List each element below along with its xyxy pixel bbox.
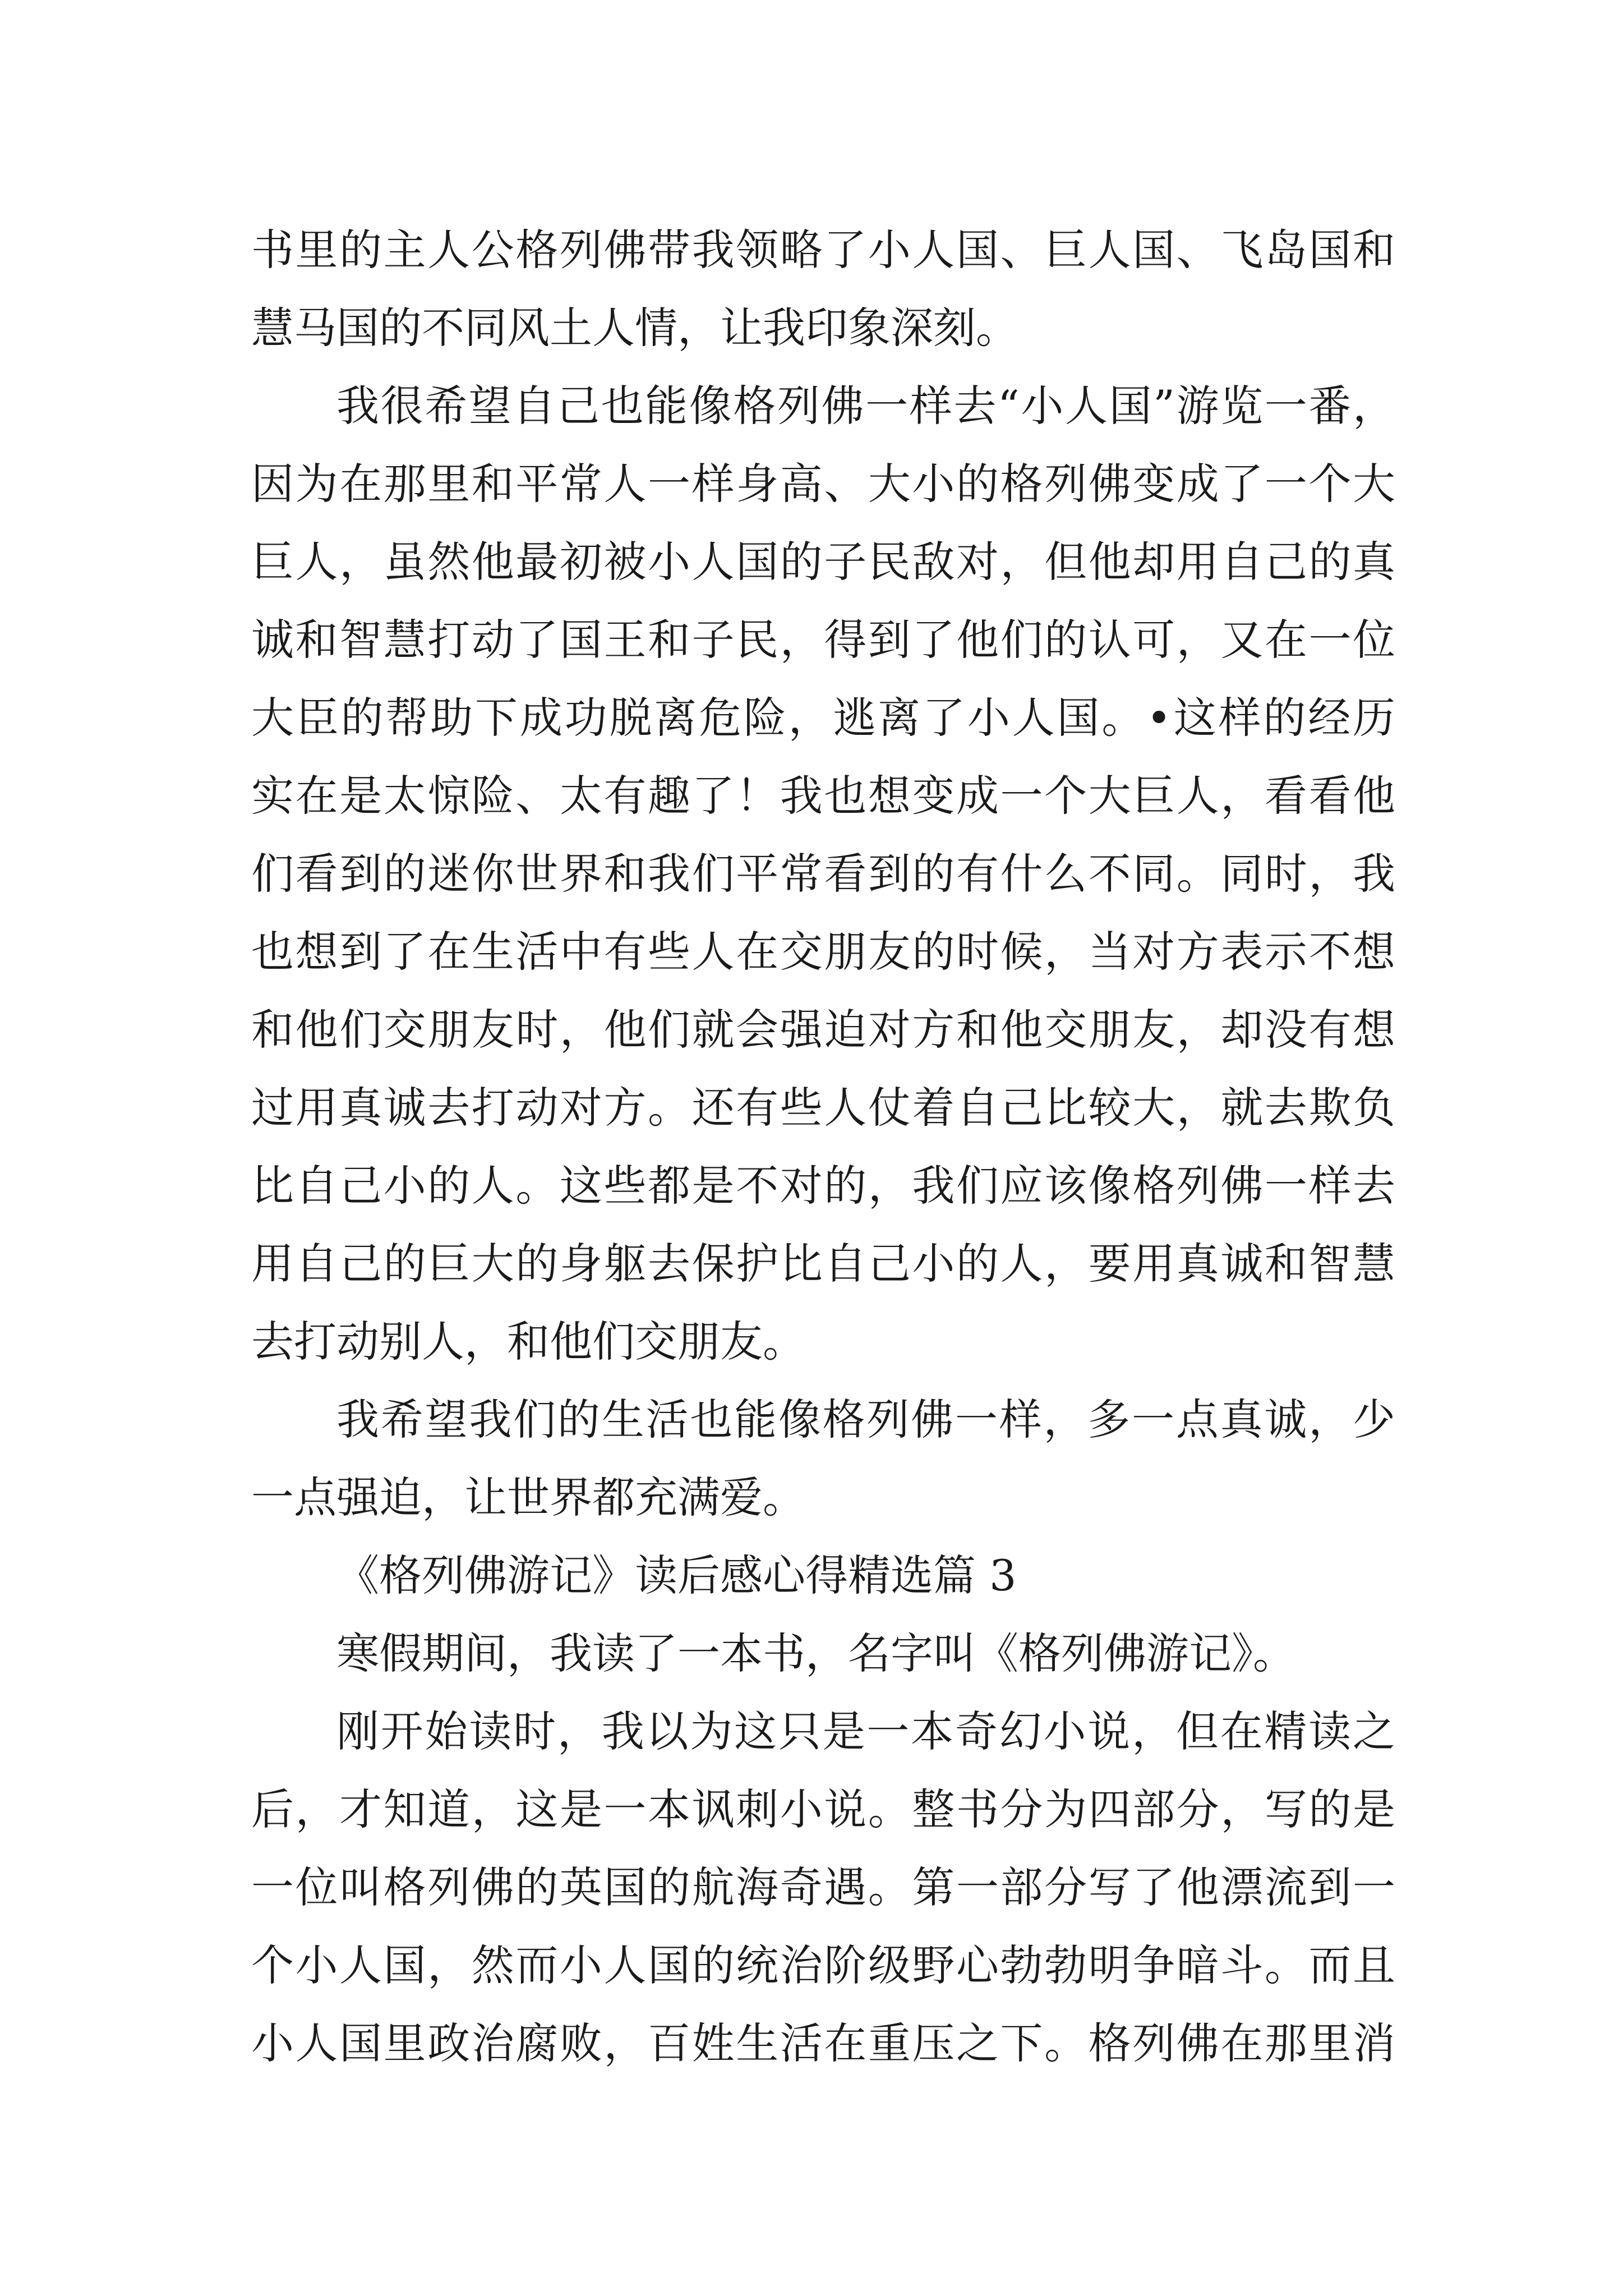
text-line: 实在是太惊险、太有趣了！我也想变成一个大巨人，看看他 [251, 771, 1395, 821]
text-line: 因为在那里和平常人一样身高、大小的格列佛变成了一个大 [251, 459, 1395, 509]
text-line: 也想到了在生活中有些人在交朋友的时候，当对方表示不想 [251, 927, 1395, 977]
text-line: 后，才知道，这是一本讽刺小说。整书分为四部分，写的是 [251, 1784, 1395, 1834]
text-line: 书里的主人公格列佛带我领略了小人国、巨人国、飞岛国和 [251, 225, 1395, 275]
paragraph-first-line: 我希望我们的生活也能像格列佛一样，多一点真诚，少 [336, 1395, 1395, 1444]
text-line: 用自己的巨大的身躯去保护比自己小的人，要用真诚和智慧 [251, 1239, 1395, 1289]
text-line: 去打动别人，和他们交朋友。 [251, 1317, 805, 1366]
paragraph-first-line: 寒假期间，我读了一本书，名字叫《格列佛游记》。 [336, 1628, 1295, 1678]
paragraph-first-line: 刚开始读时，我以为这只是一本奇幻小说，但在精读之 [336, 1706, 1395, 1756]
text-line: 和他们交朋友时，他们就会强迫对方和他交朋友，却没有想 [251, 1005, 1395, 1055]
text-line: 比自己小的人。这些都是不对的，我们应该像格列佛一样去 [251, 1161, 1395, 1211]
text-line: 们看到的迷你世界和我们平常看到的有什么不同。同时，我 [251, 849, 1395, 899]
section-heading: 《格列佛游记》读后感心得精选篇 3 [336, 1550, 1017, 1600]
text-line: 巨人，虽然他最初被小人国的子民敌对，但他却用自己的真 [251, 537, 1395, 587]
text-line: 个小人国，然而小人国的统治阶级野心勃勃明争暗斗。而且 [251, 1940, 1395, 1990]
text-line: 慧马国的不同风土人情，让我印象深刻。 [251, 303, 1018, 353]
text-line: 一位叫格列佛的英国的航海奇遇。第一部分写了他漂流到一 [251, 1862, 1395, 1912]
text-line: 过用真诚去打动对方。还有些人仗着自己比较大，就去欺负 [251, 1083, 1395, 1133]
text-line: 一点强迫，让世界都充满爱。 [251, 1473, 805, 1522]
text-line: 小人国里政治腐败，百姓生活在重压之下。格列佛在那里消 [251, 2018, 1395, 2068]
text-line: 大臣的帮助下成功脱离危险，逃离了小人国。•这样的经历 [251, 693, 1395, 743]
text-line: 诚和智慧打动了国王和子民，得到了他们的认可，又在一位 [251, 615, 1395, 665]
paragraph-first-line: 我很希望自己也能像格列佛一样去“小人国”游览一番， [336, 381, 1395, 431]
